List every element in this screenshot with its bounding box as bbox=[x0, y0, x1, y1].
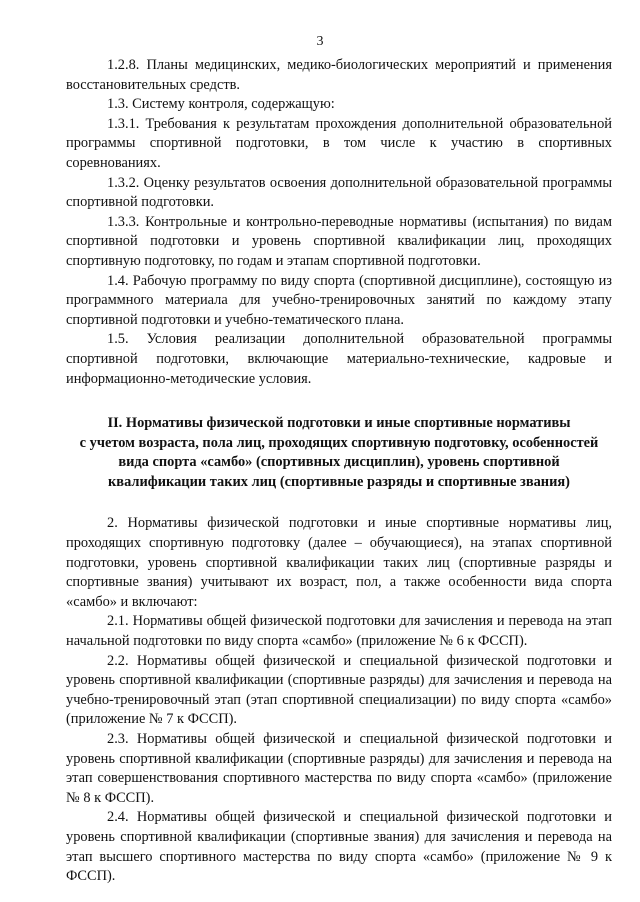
section-heading-line: II. Нормативы физической подготовки и иные спортивные нормативы bbox=[107, 415, 571, 432]
paragraph-1-3-1: 1.3.1. Требования к результатам прохождения дополнительной образовательной программы спортивной подготовки, в том числе к участию в спортивных соревнованиях. bbox=[66, 115, 612, 171]
section-heading-line: с учетом возраста, пола лиц, проходящих спортивную подготовку, особенностей bbox=[79, 434, 599, 451]
section-heading-line: квалификации таких лиц (спортивные разряды и спортивные звания) bbox=[108, 473, 570, 490]
paragraph-1-4: 1.4. Рабочую программу по виду спорта (спортивной дисциплине), состоящую из программного материала для учебно-тренировочных занятий по каждому этапу спортивной подготовки и учебно-тематического плана. bbox=[66, 272, 612, 328]
paragraph-2-2: 2.2. Нормативы общей физической и специальной физической подготовки и уровень спортивной квалификации (спортивные разряды) для зачисления и перевода на учебно-тренировочный этап (этап спортивной специализации) по виду спорта «самбо» (приложение № 7 к ФССП). bbox=[66, 652, 612, 728]
section-heading bbox=[66, 414, 612, 492]
paragraph-1-2-8: 1.2.8. Планы медицинских, медико-биологических мероприятий и применения восстановительных средств. bbox=[66, 57, 612, 93]
section-heading-line: вида спорта «самбо» (спортивных дисциплин), уровень спортивной bbox=[118, 454, 560, 471]
page-number: 3 bbox=[316, 34, 324, 49]
paragraph-1-5: 1.5. Условия реализации дополнительной образовательной программы спортивной подготовки, включающие материально-технические, кадровые и информационно-методические условия. bbox=[66, 331, 612, 387]
paragraph-2-1: 2.1. Нормативы общей физической подготовки для зачисления и перевода на этап начальной подготовки по виду спорта «самбо» (приложение № 6 к ФССП). bbox=[66, 613, 612, 650]
paragraph-2: 2. Нормативы физической подготовки и иные спортивные нормативы лиц, проходящих спортивную подготовку (далее – обучающиеся), на этапах спортивной подготовки, уровень спортивной квалификации таких лиц (спортивные разряды и спортивные звания) учитывают их возраст, пол, а также особенности вида спорта «самбо» и включают: bbox=[66, 515, 612, 610]
paragraph-1-3-2: 1.3.2. Оценку результатов освоения дополнительной образовательной программы спортивной подготовки. bbox=[66, 174, 612, 211]
paragraph-2-4: 2.4. Нормативы общей физической и специальной физической подготовки и уровень спортивной квалификации (спортивные звания) для зачисления и перевода на этап высшего спортивного мастерства по виду спорта «самбо» (приложение № 9 к ФССП). bbox=[66, 809, 612, 885]
document-body bbox=[66, 56, 612, 887]
paragraph-1-3: 1.3. Систему контроля, содержащую: bbox=[107, 96, 335, 113]
paragraph-1-3-3: 1.3.3. Контрольные и контрольно-переводные нормативы (испытания) по видам спортивной подготовки и уровень спортивной квалификации лиц, проходящих спортивную подготовку, по годам и этапам спортивной подготовки. bbox=[66, 213, 612, 269]
paragraph-2-3: 2.3. Нормативы общей физической и специальной физической подготовки и уровень спортивной квалификации (спортивные разряды) для зачисления и перевода на этап совершенствования спортивного мастерства по виду спорта «самбо» (приложение № 8 к ФССП). bbox=[66, 731, 612, 806]
